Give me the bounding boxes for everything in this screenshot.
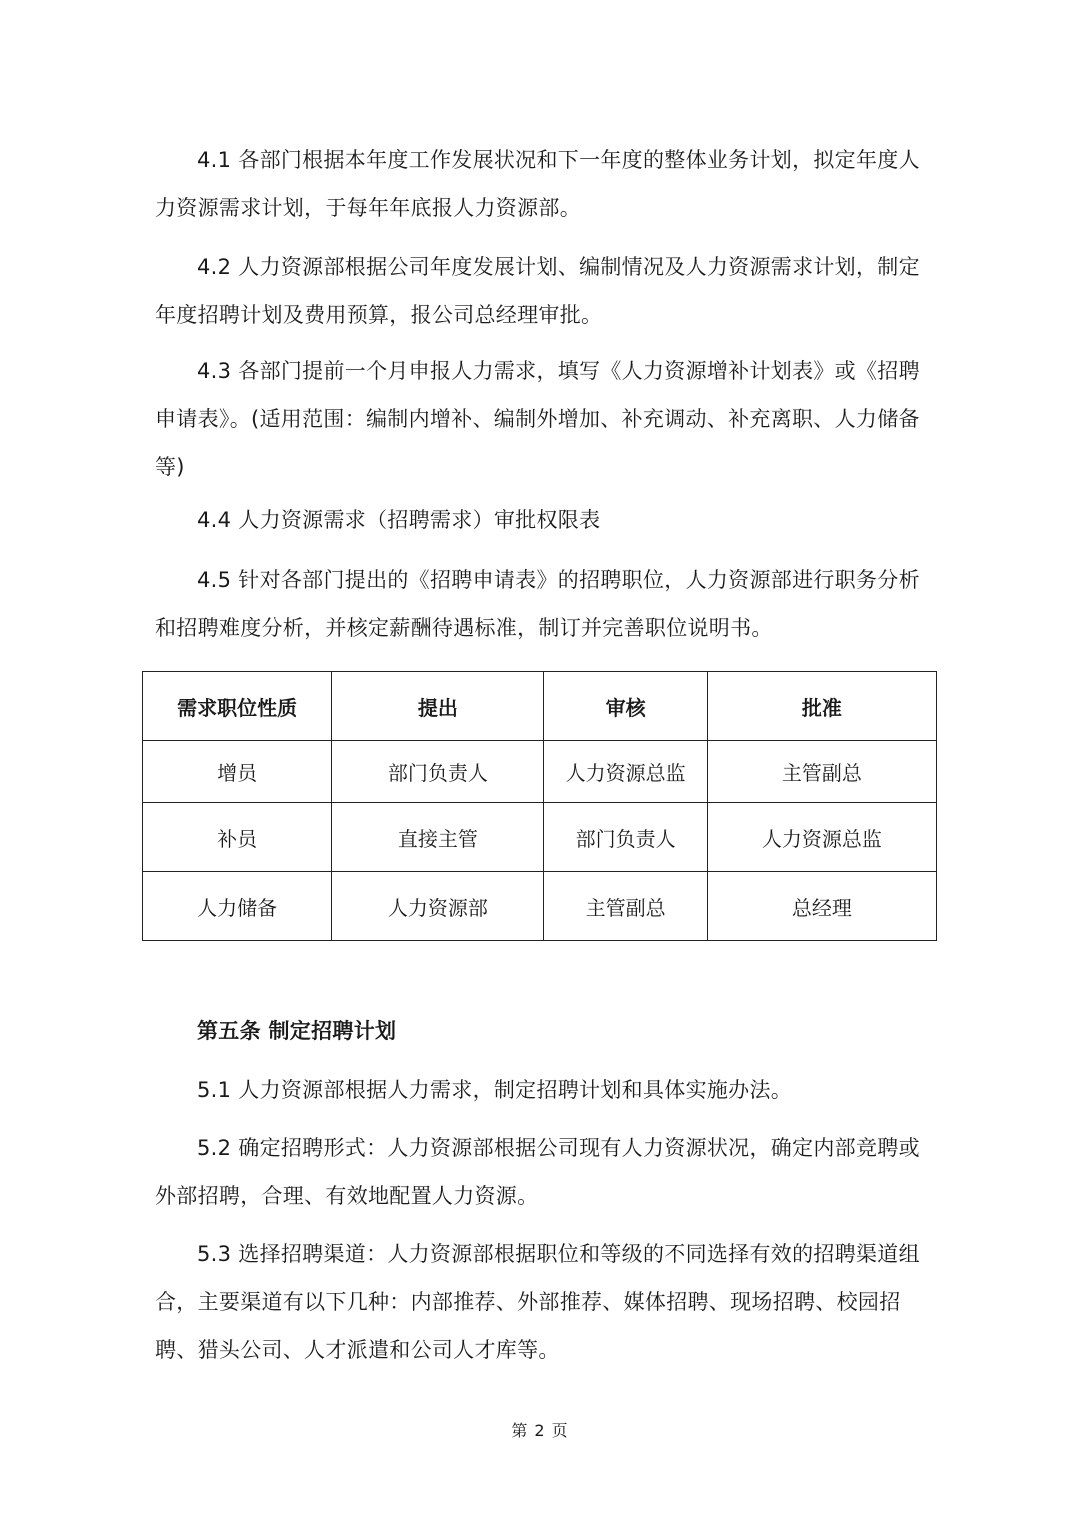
paragraph-5-1: 5.1 人力资源部根据人力需求，制定招聘计划和具体实施办法。 <box>197 1078 793 1102</box>
section-5-title: 第五条 制定招聘计划 <box>197 1019 397 1043</box>
table-cell: 补员 <box>143 803 332 872</box>
table-cell: 人力储备 <box>143 872 332 941</box>
paragraph-4-1: 4.1 各部门根据本年度工作发展状况和下一年度的整体业务计划，拟定年度人力资源需求计划，于每年年底报人力资源部。 <box>155 148 920 220</box>
table-cell: 人力资源部 <box>332 872 544 941</box>
table-row <box>143 803 937 872</box>
table-row <box>143 741 937 803</box>
table-header-row <box>143 672 937 741</box>
table-row <box>143 872 937 941</box>
table-cell: 增员 <box>143 741 332 803</box>
paragraph-4-4: 4.4 人力资源需求（招聘需求）审批权限表 <box>197 508 601 532</box>
paragraph-4-3: 4.3 各部门提前一个月申报人力需求，填写《人力资源增补计划表》或《招聘申请表》。(适用范围：编制内增补、编制外增加、补充调动、补充离职、人力储备等) <box>155 359 920 479</box>
table-header-cell: 批准 <box>707 672 936 741</box>
table-cell: 主管副总 <box>544 872 707 941</box>
page-number: 第 2 页 <box>511 1421 569 1440</box>
approval-authority-table <box>142 671 937 941</box>
table-header-cell: 提出 <box>332 672 544 741</box>
table-cell: 人力资源总监 <box>544 741 707 803</box>
table-header-cell: 需求职位性质 <box>143 672 332 741</box>
table-cell: 部门负责人 <box>332 741 544 803</box>
table-cell: 直接主管 <box>332 803 544 872</box>
paragraph-4-2: 4.2 人力资源部根据公司年度发展计划、编制情况及人力资源需求计划，制定年度招聘计划及费用预算，报公司总经理审批。 <box>155 255 920 327</box>
table-cell: 总经理 <box>707 872 936 941</box>
paragraph-5-2: 5.2 确定招聘形式：人力资源部根据公司现有人力资源状况，确定内部竞聘或外部招聘，合理、有效地配置人力资源。 <box>155 1136 920 1208</box>
paragraph-5-3: 5.3 选择招聘渠道：人力资源部根据职位和等级的不同选择有效的招聘渠道组合，主要渠道有以下几种：内部推荐、外部推荐、媒体招聘、现场招聘、校园招聘、猎头公司、人才派遣和公司人才库等。 <box>155 1242 920 1362</box>
paragraph-4-5: 4.5 针对各部门提出的《招聘申请表》的招聘职位，人力资源部进行职务分析和招聘难度分析，并核定薪酬待遇标准，制订并完善职位说明书。 <box>155 568 920 640</box>
table-cell: 部门负责人 <box>544 803 707 872</box>
table-cell: 主管副总 <box>707 741 936 803</box>
table-cell: 人力资源总监 <box>707 803 936 872</box>
table-header-cell: 审核 <box>544 672 707 741</box>
